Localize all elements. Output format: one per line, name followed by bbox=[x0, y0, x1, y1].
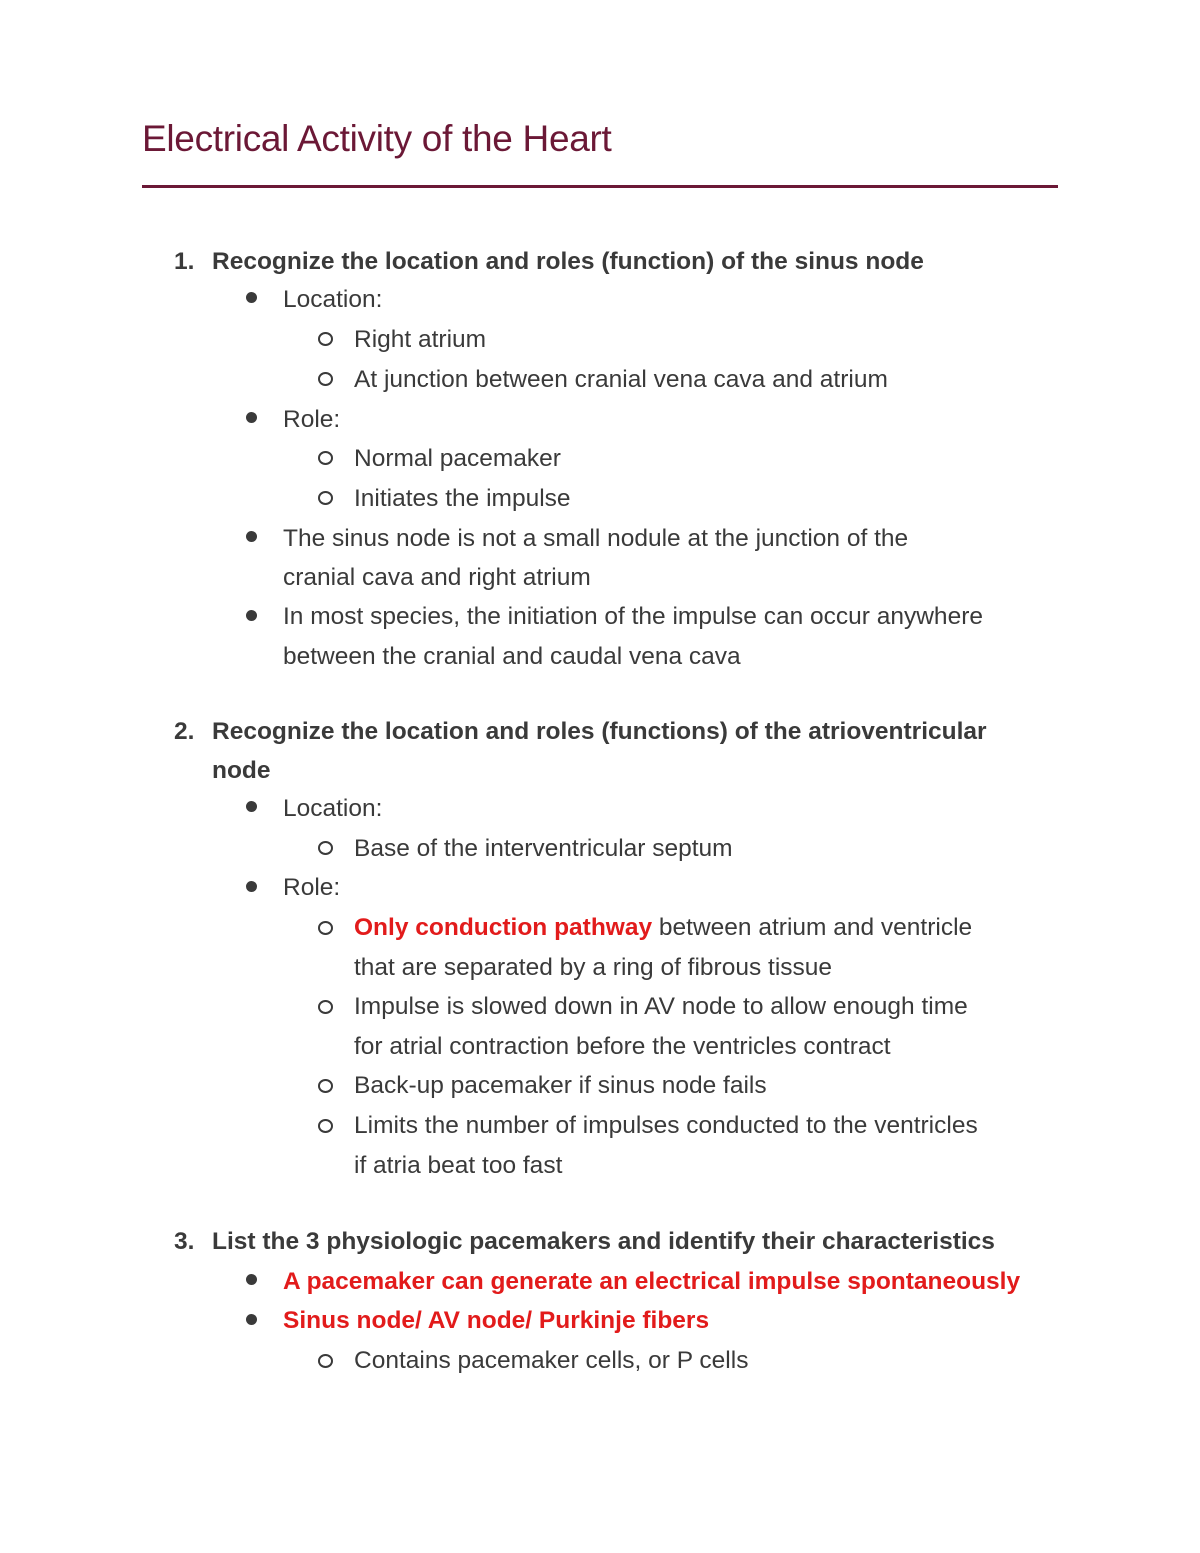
circle-bullet-icon bbox=[318, 372, 333, 386]
s1-role-label: Role: bbox=[283, 406, 341, 433]
section-1-number: 1. bbox=[174, 248, 195, 275]
bullet-icon bbox=[246, 412, 257, 423]
s2-role-item-1 bbox=[354, 913, 972, 943]
section-2-heading-line-2: node bbox=[212, 757, 271, 784]
s2-location-item-1: Base of the interventricular septum bbox=[354, 835, 733, 862]
s2-role-item-3: Back-up pacemaker if sinus node fails bbox=[354, 1072, 767, 1099]
s3-bullet-2-item-1: Contains pacemaker cells, or P cells bbox=[354, 1347, 749, 1374]
s1-role-item-1: Normal pacemaker bbox=[354, 445, 561, 472]
circle-bullet-icon bbox=[318, 491, 333, 505]
s1-location-label: Location: bbox=[283, 286, 383, 313]
s2-role-item-1-cont: that are separated by a ring of fibrous tissue bbox=[354, 954, 833, 981]
s3-bullet-1: A pacemaker can generate an electrical impulse spontaneously bbox=[283, 1268, 1021, 1295]
section-2-heading-line-1: Recognize the location and roles (functions) of the atrioventricular bbox=[212, 718, 987, 745]
role-item-1-rest: between atrium and ventricle bbox=[652, 914, 973, 941]
bullet-icon bbox=[246, 531, 257, 542]
s2-location-label: Location: bbox=[283, 795, 383, 822]
bullet-icon bbox=[246, 1314, 257, 1325]
bullet-icon bbox=[246, 1274, 257, 1285]
section-3-heading: List the 3 physiologic pacemakers and identify their characteristics bbox=[212, 1228, 995, 1255]
s1-role-item-2: Initiates the impulse bbox=[354, 485, 571, 512]
s1-note-1-line-2: cranial cava and right atrium bbox=[283, 564, 591, 591]
s2-role-label: Role: bbox=[283, 874, 341, 901]
s1-location-item-2: At junction between cranial vena cava and atrium bbox=[354, 366, 888, 393]
section-2-number: 2. bbox=[174, 718, 195, 745]
bullet-icon bbox=[246, 881, 257, 892]
document-title: Electrical Activity of the Heart bbox=[142, 118, 612, 159]
section-3-number: 3. bbox=[174, 1228, 195, 1255]
circle-bullet-icon bbox=[318, 1000, 333, 1014]
s1-note-2-line-1: In most species, the initiation of the impulse can occur anywhere bbox=[283, 603, 983, 630]
s1-note-2-line-2: between the cranial and caudal vena cava bbox=[283, 643, 741, 670]
bullet-icon bbox=[246, 801, 257, 812]
s1-note-1-line-1: The sinus node is not a small nodule at the junction of the bbox=[283, 525, 909, 552]
circle-bullet-icon bbox=[318, 451, 333, 465]
bullet-icon bbox=[246, 610, 257, 621]
s2-role-item-2-cont: for atrial contraction before the ventricles contract bbox=[354, 1033, 891, 1060]
s2-role-item-2: Impulse is slowed down in AV node to allow enough time bbox=[354, 993, 968, 1020]
bullet-icon bbox=[246, 292, 257, 303]
circle-bullet-icon bbox=[318, 1119, 333, 1133]
s3-bullet-2: Sinus node/ AV node/ Purkinje fibers bbox=[283, 1307, 710, 1334]
circle-bullet-icon bbox=[318, 1079, 333, 1093]
title-divider bbox=[142, 185, 1058, 188]
s2-role-item-4: Limits the number of impulses conducted to the ventricles bbox=[354, 1112, 978, 1139]
highlight-text: Only conduction pathway bbox=[354, 914, 653, 941]
circle-bullet-icon bbox=[318, 921, 333, 935]
s2-role-item-4-cont: if atria beat too fast bbox=[354, 1152, 563, 1179]
section-1-heading: Recognize the location and roles (function) of the sinus node bbox=[212, 248, 924, 275]
s1-location-item-1: Right atrium bbox=[354, 326, 487, 353]
circle-bullet-icon bbox=[318, 1354, 333, 1368]
circle-bullet-icon bbox=[318, 332, 333, 346]
circle-bullet-icon bbox=[318, 841, 333, 855]
